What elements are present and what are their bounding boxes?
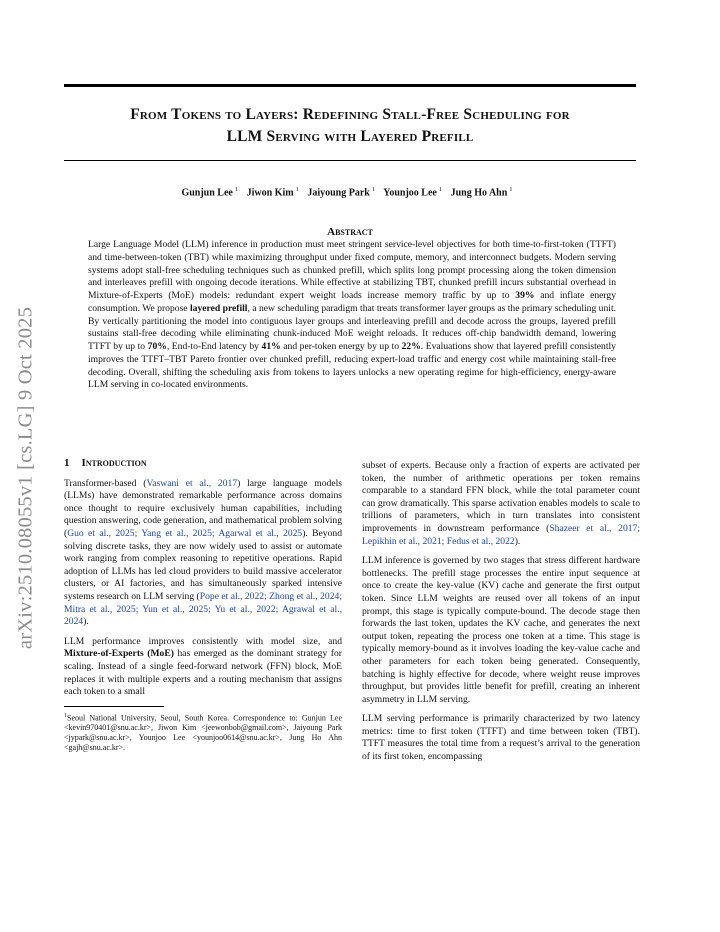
paragraph-text: ).	[83, 616, 89, 628]
citation-link[interactable]: Pope et al., 2022; Zhong et al., 2024; Mitra et al., 2025; Yun et al., 2025; Yu et al., 2022; Agrawal et al., 2024	[64, 590, 342, 628]
author-list	[64, 186, 636, 198]
citation-link[interactable]: Guo et al., 2025; Yang et al., 2025; Agarwal et al., 2025	[67, 527, 303, 539]
right-column	[362, 460, 640, 771]
author-affiliation: 1	[371, 186, 376, 193]
abstract-highlight: 41%	[261, 341, 281, 352]
paragraph-text: Transformer-based (	[64, 477, 147, 489]
citation-link[interactable]: Vaswani et al., 2017	[146, 477, 238, 489]
paragraph	[362, 460, 640, 548]
paragraph-text: ).	[514, 535, 521, 547]
abstract-body	[88, 239, 616, 392]
section-heading	[64, 457, 342, 470]
paragraph: LLM inference is governed by two stages that stress different hardware bottlenecks. The prefill stage processes the entire input sequence at once to create the key-value (KV) cache and generate the first output token. Since LLM weights are reused over all tokens of an input prompt, this stage is typically compute-bound. The decode stage then forwards the last token, updates the KV cache, and generates the next output token, repeating the process one token at a time. This stage is typically memory-bound as it involves loading the key-value cache and other parameters for each token being generated. Consequently, batching is highly effective for decode, where weight reuse improves throughput, but provides little benefit for prefill, creating an inherent asymmetry in LLM serving.	[362, 555, 640, 705]
author-affiliation: 1	[234, 186, 239, 193]
abstract-text: and inflate energy consumption. We propose	[88, 290, 616, 314]
abstract-text: and per-token energy by up to	[280, 341, 402, 352]
footnote-text: Seoul National University, Seoul, South Korea. Correspondence to: Gunjun Lee <kevin970401@snu.ac.kr>, Jiwon Kim <jeewonbob@gmail.com>, Jaiyoung Park <jypark@snu.ac.kr>, Younjoo Lee <younjoo0614@snu.ac.kr>, Jung Ho Ahn <gajh@snu.ac.kr>.	[64, 713, 342, 753]
paragraph-bold: Mixture-of-Experts (MoE)	[64, 648, 174, 660]
author-name: Gunjun Lee	[181, 187, 233, 199]
abstract-text: , a new scheduling paradigm that treats transformer layer groups as the primary scheduling unit. By vertically partitioning the model into contiguous layer groups and interleaving prefill and decode across the groups, layered prefill sustains stall-free decoding while eliminating chunk-induced MoE weight reloads. It reduces off-chip bandwidth demand, lowering TTFT by up to	[88, 302, 617, 352]
author-name: Jung Ho Ahn	[450, 187, 508, 199]
section-number: 1	[64, 457, 70, 469]
section-title: Introduction	[81, 457, 147, 469]
title-top-rule	[64, 84, 636, 87]
citation-link[interactable]: Shazeer et al., 2017; Lepikhin et al., 2021; Fedus et al., 2022	[362, 522, 640, 547]
author-name: Younjoo Lee	[383, 187, 437, 199]
author-affiliation: 1	[509, 186, 513, 193]
arxiv-stamp	[6, 268, 46, 688]
title-line-1: From Tokens to Layers: Redefining Stall-Free Scheduling for	[130, 106, 570, 123]
abstract-heading: Abstract	[327, 226, 373, 238]
paragraph: LLM serving performance is primarily characterized by two latency metrics: time to first token (TTFT) and time between token (TBT). TTFT measures the total time from a request’s arrival to the generation of its first token, encompassing	[362, 713, 640, 763]
paper-title	[64, 104, 636, 148]
paragraph-text: ) large language models (LLMs) have demonstrated remarkable performance across domains once thought to require exclusively human capabilities, including question answering, code generation, and mathematical problem solving (	[64, 477, 342, 539]
title-line-2: LLM Serving with Layered Prefill	[226, 128, 474, 145]
paragraph	[64, 636, 342, 699]
footnote-mark: 1	[64, 712, 67, 719]
author-affiliation: 1	[438, 186, 443, 193]
author-affiliation: 1	[295, 186, 299, 193]
abstract-text: , End-to-End latency by	[166, 341, 262, 352]
author-name: Jiwon Kim	[246, 187, 294, 199]
footnote	[64, 711, 342, 754]
author-name: Jaiyoung Park	[307, 187, 370, 199]
paragraph-text: has emerged as the dominant strategy for scaling. Instead of a single feed-forward network (FFN) block, MoE replaces it with multiple experts and a routing mechanism that assigns each token to a small	[64, 648, 342, 698]
abstract-highlight: 70%	[147, 341, 167, 352]
left-column	[64, 456, 342, 753]
abstract-highlight: 22%	[401, 341, 421, 352]
paragraph-text: subset of experts. Because only a fraction of experts are activated per token, the number of arithmetic operations per token remains comparable to a standard FFN block, while the total parameter count can grow dramatically. This sparse activation enables models to scale to trillions of parameters, which in turn translates into consistent improvements in downstream performance (	[362, 460, 640, 534]
abstract-highlight: 39%	[515, 290, 535, 301]
abstract-text: Large Language Model (LLM) inference in production must meet stringent service-level objectives for both time-to-first-token (TTFT) and time-between-token (TBT) while maximizing throughput under fixed compute, memory, and interconnect budgets. Modern serving systems adopt stall-free scheduling techniques such as chunked prefill, which splits long prompt processing along the token dimension and interleaves prefill with ongoing decode iterations. While effective at stabilizing TBT, chunked prefill incurs substantial overhead in Mixture-of-Experts (MoE) models: redundant expert weight loads increase memory traffic by up to	[88, 239, 616, 301]
arxiv-stamp-text: arXiv:2510.08055v1 [cs.LG] 9 Oct 2025	[14, 306, 37, 650]
paragraph-text: ). Beyond solving discrete tasks, they are now widely used to assist or automate work ranging from complex reasoning to repetitive operations. Rapid adoption of LLMs has led cloud providers to build massive accelerator clusters, or AI factories, and has simultaneously sparked intensive systems research on LLM serving (	[64, 527, 342, 602]
paragraph-text: LLM performance improves consistently with model size, and	[64, 635, 342, 647]
footnote-rule	[64, 706, 164, 707]
paragraph	[64, 478, 342, 629]
abstract-text: . Evaluations show that layered prefill consistently improves the TTFT–TBT Pareto frontier over chunked prefill, reducing expert-load traffic and energy cost while maintaining stall-free decoding. Overall, shifting the scheduling axis from tokens to layers unlocks a new operating regime for high-efficiency, energy-aware LLM serving in co-located environments.	[88, 341, 616, 391]
title-bottom-rule	[64, 160, 636, 161]
abstract-highlight: layered prefill	[189, 302, 248, 314]
